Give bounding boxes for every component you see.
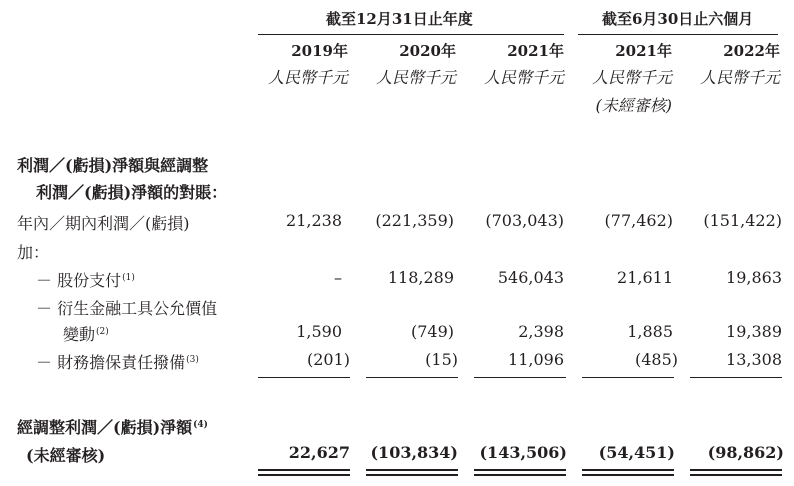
row-profit-loss-2021: (703,043) [485, 211, 564, 230]
row-profit-loss-2019: 21,238 [286, 211, 342, 230]
row-guarantee-h2021: (485) [634, 350, 678, 369]
subtotal-rule-4 [582, 377, 674, 378]
header-year-group: 截至12月31日止年度 [326, 10, 473, 28]
row-share-payment-2019: – [334, 268, 342, 287]
row-fair-value-h2021: 1,885 [627, 322, 673, 341]
row-fair-value-2019: 1,590 [296, 322, 342, 341]
total-2021: (143,506) [479, 443, 567, 462]
header-half-rule [578, 34, 778, 35]
row-guarantee-label: － 財務擔保責任撥備$^{(3)}$ [36, 353, 199, 372]
row-fair-value-2020: (749) [410, 322, 454, 341]
row-profit-loss-h2022: (151,422) [703, 211, 782, 230]
note-3: (3) [186, 355, 199, 365]
row-profit-loss-label: 年內／期內利潤／(虧損) [17, 214, 190, 233]
year-2020: 2020年 [399, 42, 456, 60]
note-4: (4) [193, 420, 208, 430]
total-2019: 22,627 [288, 443, 350, 462]
subtotal-rule-1 [258, 377, 350, 378]
total-h2022: (98,862) [707, 443, 784, 462]
unit-col-5: 人民幣千元 [699, 68, 780, 87]
note-1: (1) [122, 273, 135, 283]
header-half-group: 截至6月30日止六個月 [602, 10, 754, 28]
header-year-rule [258, 34, 564, 35]
total-2020: (103,834) [370, 443, 458, 462]
row-share-payment-h2021: 21,611 [617, 268, 673, 287]
note-2: (2) [96, 327, 109, 337]
subtotal-rule-2 [366, 377, 458, 378]
row-share-payment-label: － 股份支付$^{(1)}$ [36, 271, 135, 290]
unit-col-3: 人民幣千元 [483, 68, 564, 87]
unit-col-2: 人民幣千元 [375, 68, 456, 87]
unit-col-4: 人民幣千元 [591, 68, 672, 87]
row-profit-loss-h2021: (77,462) [604, 211, 673, 230]
row-guarantee-h2022: 13,308 [726, 350, 782, 369]
section-title-line-2: 利潤／(虧損)淨額的對賬： [36, 183, 228, 202]
row-fair-value-h2022: 19,389 [726, 322, 782, 341]
row-share-payment-2021: 546,043 [497, 268, 564, 287]
subtotal-rule-5 [690, 377, 782, 378]
half-2021: 2021年 [615, 42, 672, 60]
year-2019: 2019年 [291, 42, 348, 60]
unaudited-note: (未經審核) [595, 96, 672, 115]
total-label-a: 經調整利潤／(虧損)淨額$^{(4)}$ [17, 418, 208, 437]
row-fair-value-label-b: 變動$^{(2)}$ [63, 325, 109, 344]
total-label-b: (未經審核) [26, 446, 106, 465]
row-fair-value-2021: 2,398 [518, 322, 564, 341]
year-2021: 2021年 [507, 42, 564, 60]
subtotal-rule-3 [474, 377, 566, 378]
add-label: 加： [17, 243, 50, 262]
row-guarantee-2021: 11,096 [508, 350, 564, 369]
row-profit-loss-2020: (221,359) [375, 211, 454, 230]
section-title-line-1: 利潤／(虧損)淨額與經調整 [17, 156, 209, 175]
row-guarantee-2019: (201) [306, 350, 350, 369]
unit-col-1: 人民幣千元 [267, 68, 348, 87]
row-guarantee-2020: (15) [425, 350, 458, 369]
row-fair-value-label-a: － 衍生金融工具公允價值 [36, 299, 218, 318]
total-h2021: (54,451) [598, 443, 675, 462]
half-2022: 2022年 [723, 42, 780, 60]
row-share-payment-2020: 118,289 [387, 268, 454, 287]
row-share-payment-h2022: 19,863 [726, 268, 782, 287]
